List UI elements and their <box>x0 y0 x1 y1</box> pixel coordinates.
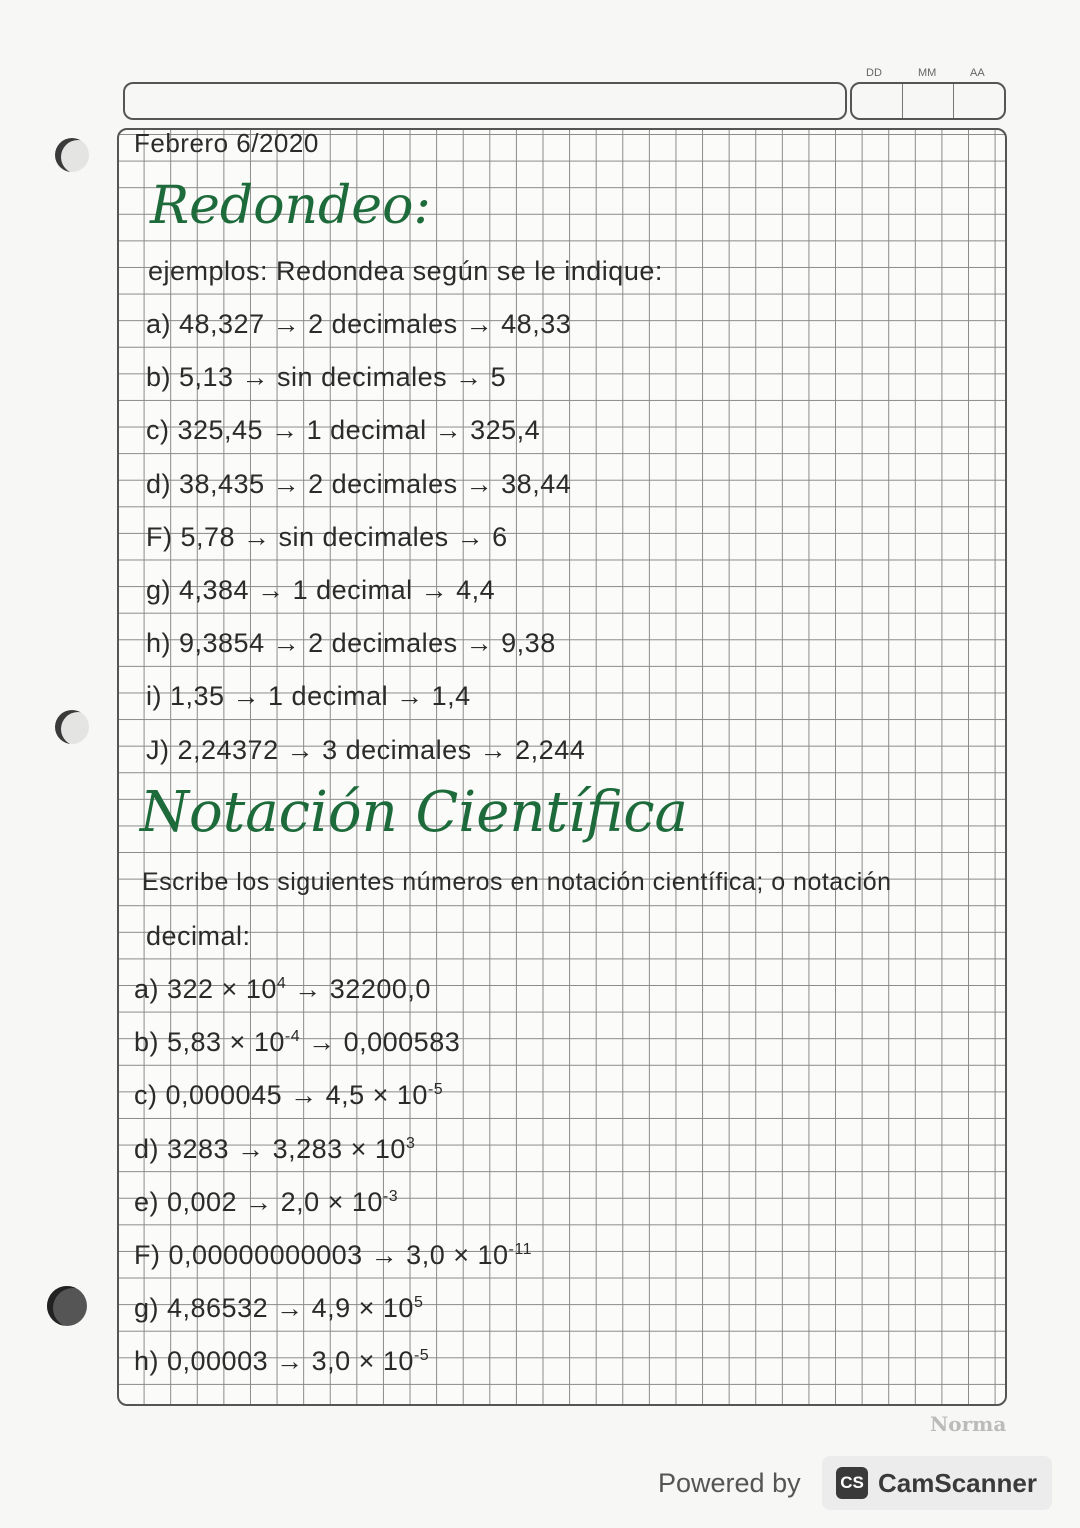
exponent: 4 <box>276 975 287 992</box>
expression-text: F) 0,00000000003 → 3,0 × 10 <box>134 1240 509 1270</box>
section-prompt-notacion: Escribe los siguientes números en notación científica; o notación <box>142 868 892 896</box>
rounding-example: c) 325,45 → 1 decimal → 325,4 <box>146 415 541 446</box>
rounding-example: g) 4,384 → 1 decimal → 4,4 <box>146 575 496 605</box>
exponent: -11 <box>508 1241 532 1258</box>
date-label-month: MM <box>918 67 937 79</box>
exponent: -5 <box>413 1347 430 1365</box>
notation-example <box>134 1293 423 1324</box>
rounding-example: F) 5,78 → sin decimales → 6 <box>146 521 508 552</box>
expression-text: c) 0,000045 → 4,5 × 10 <box>134 1080 428 1111</box>
notation-example <box>134 974 431 1005</box>
exponent: -4 <box>284 1028 301 1046</box>
date-label-year: AA <box>970 67 985 79</box>
section-prompt-notacion-cont: decimal: <box>146 921 251 951</box>
camscanner-badge <box>822 1456 1052 1510</box>
norma-brand-logo: Norma <box>930 1412 1007 1436</box>
notation-example <box>134 1240 532 1271</box>
section-title-redondeo: Redondeo: <box>150 176 431 236</box>
binder-hole <box>47 1286 87 1326</box>
camscanner-name: CamScanner <box>878 1467 1037 1498</box>
rounding-example: d) 38,435 → 2 decimales → 38,44 <box>146 468 572 499</box>
exponent: 3 <box>405 1134 416 1152</box>
binder-hole <box>55 710 89 744</box>
title-field-box <box>123 82 847 120</box>
exponent: -3 <box>382 1187 399 1205</box>
expression-text: g) 4,86532 → 4,9 × 10 <box>134 1293 414 1324</box>
powered-by-text: Powered by <box>658 1468 801 1498</box>
rounding-example: b) 5,13 → sin decimales → 5 <box>146 362 507 393</box>
rounding-example: a) 48,327 → 2 decimales → 48,33 <box>146 309 572 339</box>
expression-text: a) 322 × 10 <box>134 974 277 1004</box>
rounding-example: i) 1,35 → 1 decimal → 1,4 <box>146 681 471 712</box>
note-date: Febrero 6/2020 <box>134 128 319 158</box>
binder-hole <box>55 138 89 172</box>
notation-example <box>134 1134 415 1165</box>
exponent: -5 <box>427 1081 444 1099</box>
notation-example <box>134 1346 429 1377</box>
notation-example <box>134 1187 398 1218</box>
notation-example <box>134 1027 460 1058</box>
expression-text: d) 3283 → 3,283 × 10 <box>134 1133 406 1164</box>
rounding-example: J) 2,24372 → 3 decimales → 2,244 <box>146 734 586 765</box>
expression-text: → 0,000583 <box>300 1027 461 1058</box>
camscanner-icon: CS <box>836 1467 868 1499</box>
section-prompt-redondeo: ejemplos: Redondea según se le indique: <box>148 256 663 286</box>
expression-text: → 32200,0 <box>286 974 431 1004</box>
date-label-day: DD <box>866 67 882 79</box>
expression-text: e) 0,002 → 2,0 × 10 <box>134 1186 383 1217</box>
section-title-notacion: Notación Científica <box>140 780 688 845</box>
exponent: 5 <box>413 1294 424 1312</box>
expression-text: b) 5,83 × 10 <box>134 1027 285 1058</box>
notation-example <box>134 1080 443 1111</box>
expression-text: h) 0,00003 → 3,0 × 10 <box>134 1346 414 1377</box>
date-box <box>850 82 1006 120</box>
rounding-example: h) 9,3854 → 2 decimales → 9,38 <box>146 628 556 659</box>
